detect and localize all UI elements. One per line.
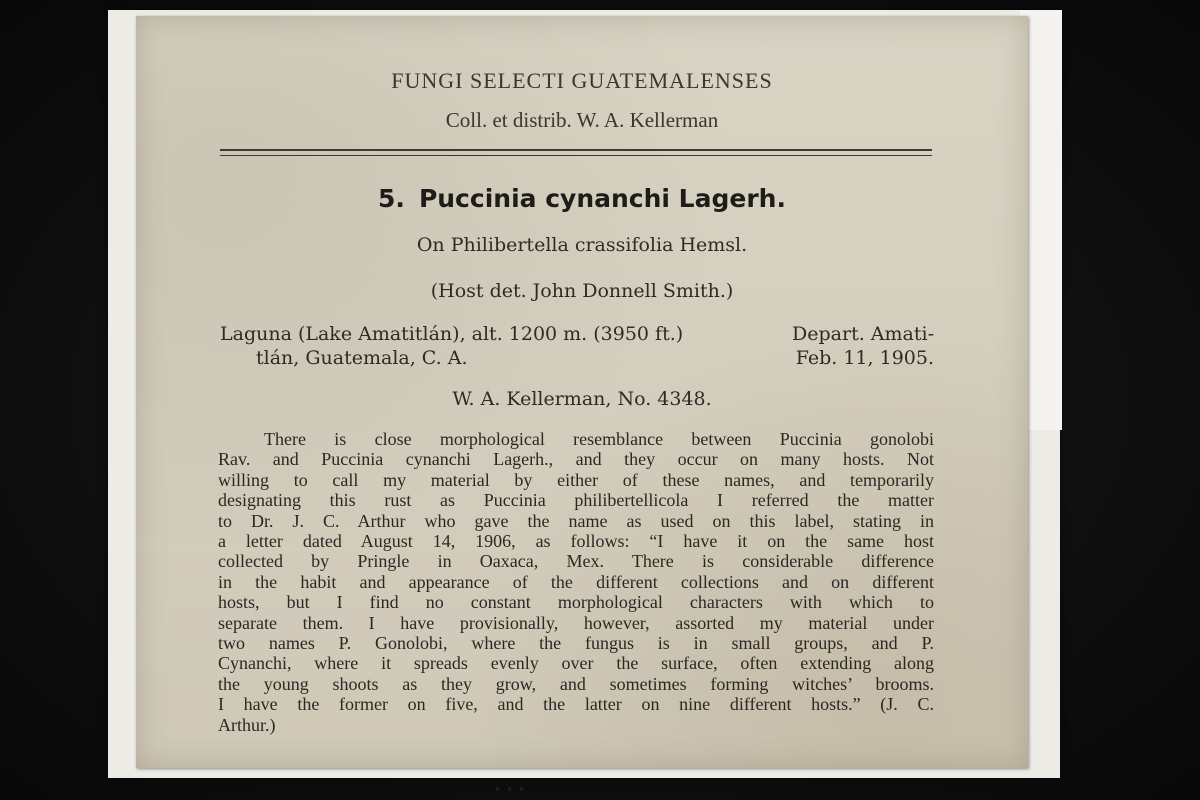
notes-line: in the habit and appearance of the different collections and on different bbox=[218, 571, 934, 592]
locality-line-2-left: tlán, Guatemala, C. A. bbox=[256, 347, 468, 369]
locality-line-1-left: Laguna (Lake Amatitlán), alt. 1200 m. (3950 ft.) bbox=[220, 323, 684, 345]
notes-line: hosts, but I find no constant morphological characters with which to bbox=[218, 592, 934, 613]
notes-line: I have the former on five, and the latter on nine different hosts.” (J. C. bbox=[218, 694, 934, 715]
species-name: Puccinia cynanchi Lagerh. bbox=[418, 184, 786, 213]
collector-number: W. A. Kellerman, No. 4348. bbox=[452, 388, 712, 410]
notes-line: separate them. I have provisionally, however, assorted my material under bbox=[218, 612, 934, 633]
series-title: FUNGI SELECTI GUATEMALENSES bbox=[391, 68, 773, 93]
notes-line: Arthur.) bbox=[218, 714, 276, 735]
specimen-number: 5. bbox=[378, 184, 405, 213]
species-heading bbox=[136, 184, 1028, 213]
notes-line: willing to call my material by either of these names, and temporarily bbox=[218, 469, 934, 490]
host-determination: (Host det. John Donnell Smith.) bbox=[430, 280, 734, 302]
host-line: On Philibertella crassifolia Hemsl. bbox=[416, 234, 748, 256]
notes-line: two names P. Gonolobi, where the fungus is in small groups, and P. bbox=[218, 633, 934, 654]
notes-line: the young shoots as they grow, and sometimes forming witches’ brooms. bbox=[218, 673, 934, 694]
ink-specks bbox=[496, 776, 556, 782]
notes-line: There is close morphological resemblance between Puccinia gonolobi bbox=[264, 429, 934, 449]
specimen-label bbox=[136, 16, 1028, 768]
notes-line: designating this rust as Puccinia philibertellicola I referred the matter bbox=[218, 490, 934, 511]
collection-date: Feb. 11, 1905. bbox=[795, 347, 934, 369]
series-subtitle: Coll. et distrib. W. A. Kellerman bbox=[445, 108, 719, 132]
notes-line: Rav. and Puccinia cynanchi Lagerh., and they occur on many hosts. Not bbox=[218, 449, 934, 470]
locality-line-1-right: Depart. Amati- bbox=[792, 323, 934, 345]
notes-line: to Dr. J. C. Arthur who gave the name as used on this label, stating in bbox=[218, 510, 934, 531]
header-rule-thick bbox=[220, 149, 932, 151]
notes-line: Cynanchi, where it spreads evenly over the surface, often extending along bbox=[218, 653, 934, 674]
notes-paragraph bbox=[218, 429, 934, 735]
notes-line: a letter dated August 14, 1906, as follows: “I have it on the same host bbox=[218, 531, 934, 552]
header-rule-thin bbox=[220, 155, 932, 156]
notes-line: collected by Pringle in Oaxaca, Mex. There is considerable difference bbox=[218, 551, 934, 572]
